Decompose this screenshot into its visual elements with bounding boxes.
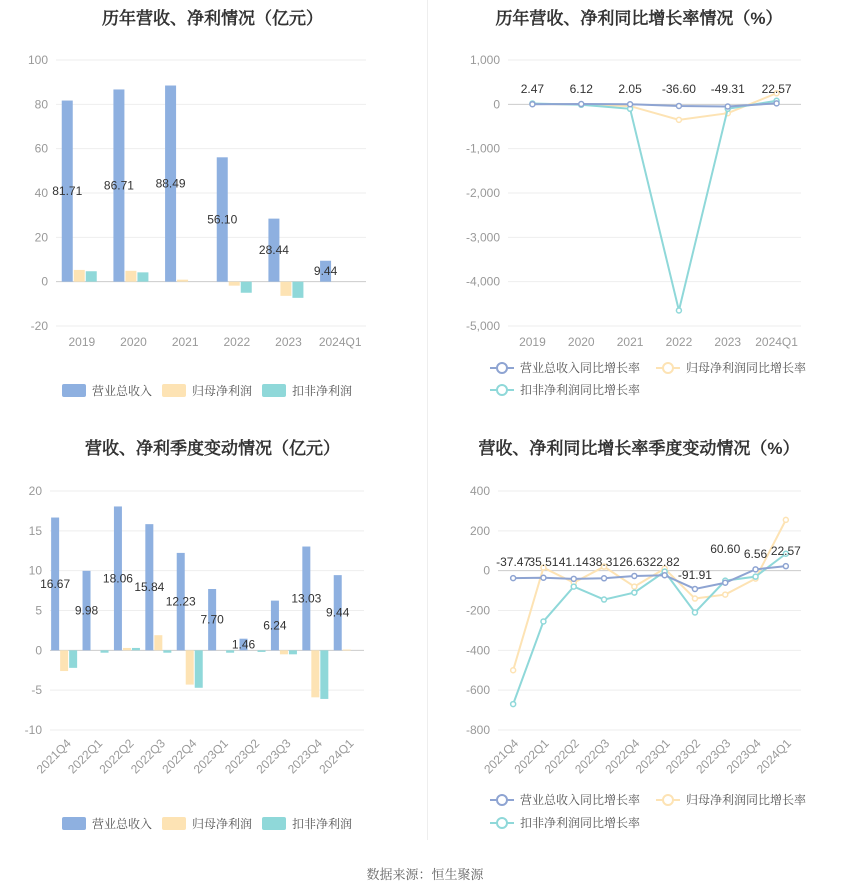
x-tick-label: 2021Q4 [33,736,74,777]
y-tick-label: 400 [469,484,490,498]
bar [186,650,194,684]
data-label: 22.57 [770,544,801,558]
bar [69,650,77,668]
point [723,580,728,585]
chart-quarterly-growth-svg [428,425,850,850]
bar [154,635,162,650]
x-tick-label: 2022Q4 [159,736,200,777]
data-label: 22.82 [649,555,680,569]
x-tick-label: 2022Q2 [96,736,137,777]
bar [229,282,240,286]
bar [163,650,171,652]
legend-label: 营业总收入 [92,384,153,398]
y-tick-label: -5,000 [465,319,500,333]
bar [280,282,291,296]
legend-marker [497,795,507,805]
x-tick-label: 2023Q1 [632,736,673,777]
legend-label: 归母净利润 [192,384,253,398]
point [511,576,516,581]
point [602,597,607,602]
point [692,610,697,615]
y-tick-label: 0 [35,643,42,658]
y-tick-label: -10 [24,723,42,737]
y-tick-label: 200 [469,523,490,538]
series-line [513,520,786,670]
data-label: 9.98 [74,603,99,618]
x-tick-label: 2022Q3 [572,736,613,777]
x-tick-label: 2020 [567,335,595,349]
y-tick-label: 5 [35,603,42,618]
point [632,573,637,578]
y-tick-label: 1,000 [469,53,500,67]
legend-label: 扣非净利润 [292,384,353,398]
point [571,576,576,581]
data-label: 38.31 [589,555,620,569]
point [662,573,667,578]
legend-label: 营业总收入 [92,817,153,831]
bar [241,282,252,293]
point [541,619,546,624]
chart-annual-growth [428,0,850,410]
point [602,576,607,581]
y-tick-label: -2,000 [465,186,500,200]
data-label: 35.51 [528,555,559,569]
point [571,584,576,589]
x-tick-label: 2024Q1 [755,335,798,349]
x-tick-label: 2022Q3 [127,736,169,777]
chart-annual-amounts [0,0,425,410]
point [692,586,697,591]
chart-title: 历年营收、净利情况（亿元） [102,9,323,28]
data-label: 41.14 [558,555,589,569]
legend-label: 营业总收入同比增长率 [520,361,641,375]
chart-title: 营收、净利同比增长率季度变动情况（%） [478,439,800,458]
legend-marker [497,385,507,395]
data-label: 56.10 [207,212,238,227]
data-label: 9.44 [313,264,338,279]
y-tick-label: 60 [34,141,48,156]
data-label: 6.56 [743,547,768,561]
legend-swatch [62,384,86,397]
bar [311,650,319,697]
point [783,564,788,569]
legend-label: 归母净利润同比增长率 [686,793,807,807]
point [579,102,584,107]
y-tick-label: 15 [28,523,42,538]
chart-title: 营收、净利季度变动情况（亿元） [85,439,340,458]
legend-marker [497,363,507,373]
chart-annual-growth-svg [428,0,850,410]
x-tick-label: 2023Q3 [693,736,734,777]
x-tick-label: 2023Q2 [662,736,704,777]
chart-quarterly-amounts [0,425,425,850]
x-tick-label: 2022 [665,335,693,349]
data-label: 6.12 [569,82,593,96]
legend-label: 扣非净利润同比增长率 [520,383,641,397]
y-tick-label: -20 [30,319,48,333]
y-tick-label: 0 [41,274,48,289]
bar [177,280,188,282]
bar [123,648,131,650]
legend-swatch [162,384,186,397]
point [632,584,637,589]
bar [320,650,328,699]
bar [258,650,266,652]
data-label: 13.03 [291,591,322,606]
x-tick-label: 2021 [616,335,644,349]
x-tick-label: 2020 [120,335,147,349]
x-tick-label: 2022 [223,335,251,349]
y-tick-label: -200 [465,603,490,618]
x-tick-label: 2022Q1 [65,736,106,777]
point [676,117,681,122]
bar [280,650,288,654]
y-tick-label: -400 [465,643,490,658]
bar [86,271,97,281]
y-tick-label: -4,000 [465,274,500,289]
point [725,104,730,109]
bar [132,648,140,650]
point [676,103,681,108]
legend-label: 归母净利润同比增长率 [686,361,807,375]
point [753,567,758,572]
point [676,308,681,313]
legend-label: 扣非净利润同比增长率 [520,816,641,830]
point [692,596,697,601]
data-label: 81.71 [52,184,83,199]
y-tick-label: 80 [34,97,48,112]
bar [292,282,303,298]
data-label: 18.06 [102,571,133,586]
y-tick-label: -3,000 [465,230,500,245]
point [632,590,637,595]
bar [74,270,85,282]
x-tick-label: 2021 [171,335,199,349]
y-tick-label: -800 [465,723,490,737]
x-tick-label: 2023Q4 [284,736,326,777]
x-tick-label: 2024Q1 [316,736,357,777]
x-tick-label: 2022Q4 [602,736,643,777]
data-label: -91.91 [677,568,712,582]
point [774,101,779,106]
x-tick-label: 2019 [519,335,546,349]
data-label: 15.84 [134,580,165,595]
x-tick-label: 2024Q1 [318,335,362,349]
y-tick-label: 20 [28,484,42,498]
x-tick-label: 2022Q1 [511,736,552,777]
data-label: 12.23 [165,594,196,609]
x-tick-label: 2023Q3 [253,736,294,777]
x-tick-label: 2019 [68,335,96,349]
y-tick-label: 100 [27,53,48,67]
data-label: 1.46 [231,637,256,652]
data-label: 7.70 [200,612,224,627]
legend-label: 扣非净利润 [292,817,353,831]
series-line [532,101,776,311]
legend-label: 营业总收入同比增长率 [520,793,641,807]
bar [60,650,68,671]
legend-label: 归母净利润 [192,817,253,831]
data-label: 6.24 [263,618,287,633]
chart-annual-amounts-svg [0,0,425,410]
data-label: 9.44 [326,605,350,620]
point [723,592,728,597]
y-tick-label: 0 [483,563,490,578]
legend-swatch [262,384,286,397]
data-label: -37.47 [496,555,531,569]
x-tick-label: 2023Q2 [222,736,263,777]
point [628,102,633,107]
point [753,574,758,579]
x-tick-label: 2023Q1 [190,736,231,777]
data-label: -49.31 [710,82,745,96]
legend-swatch [62,817,86,830]
chart-title: 历年营收、净利同比增长率情况（%） [495,9,783,28]
x-tick-label: 2023 [275,335,302,349]
y-tick-label: 10 [28,563,42,578]
bar [101,650,109,652]
legend-swatch [262,817,286,830]
point [511,668,516,673]
bar [343,650,351,651]
bar [137,272,148,281]
data-label: 26.63 [619,555,650,569]
x-tick-label: 2024Q1 [753,736,794,777]
y-tick-label: 40 [34,186,48,200]
data-label: 28.44 [258,243,289,258]
x-tick-label: 2022Q2 [541,736,582,777]
chart-quarterly-growth [428,425,850,850]
legend-marker [663,363,673,373]
y-tick-label: -5 [31,683,42,698]
point [530,102,535,107]
x-tick-label: 2023 [714,335,742,349]
y-tick-label: 0 [493,97,500,112]
data-label: 2.05 [618,82,642,96]
data-label: 60.60 [710,542,741,556]
y-tick-label: -1,000 [465,141,500,156]
point [783,517,788,522]
point [541,575,546,580]
chart-quarterly-amounts-svg [0,425,425,850]
data-label: 88.49 [155,176,186,191]
y-tick-label: -600 [465,683,490,698]
data-label: 2.47 [520,82,545,96]
data-label: 16.67 [40,576,71,591]
bar [195,650,203,687]
data-label: 86.71 [103,178,134,193]
data-source: 数据来源：恒生聚源 [366,867,484,882]
legend-marker [497,818,507,828]
point [511,702,516,707]
legend-swatch [162,817,186,830]
bar [125,271,136,282]
data-label: -36.60 [661,82,696,96]
y-tick-label: 20 [34,230,48,245]
legend-marker [663,795,673,805]
x-tick-label: 2023Q4 [723,736,764,777]
bar [289,650,297,654]
x-tick-label: 2021Q4 [481,736,522,777]
data-label: 22.57 [761,82,792,96]
series-line [532,103,776,106]
